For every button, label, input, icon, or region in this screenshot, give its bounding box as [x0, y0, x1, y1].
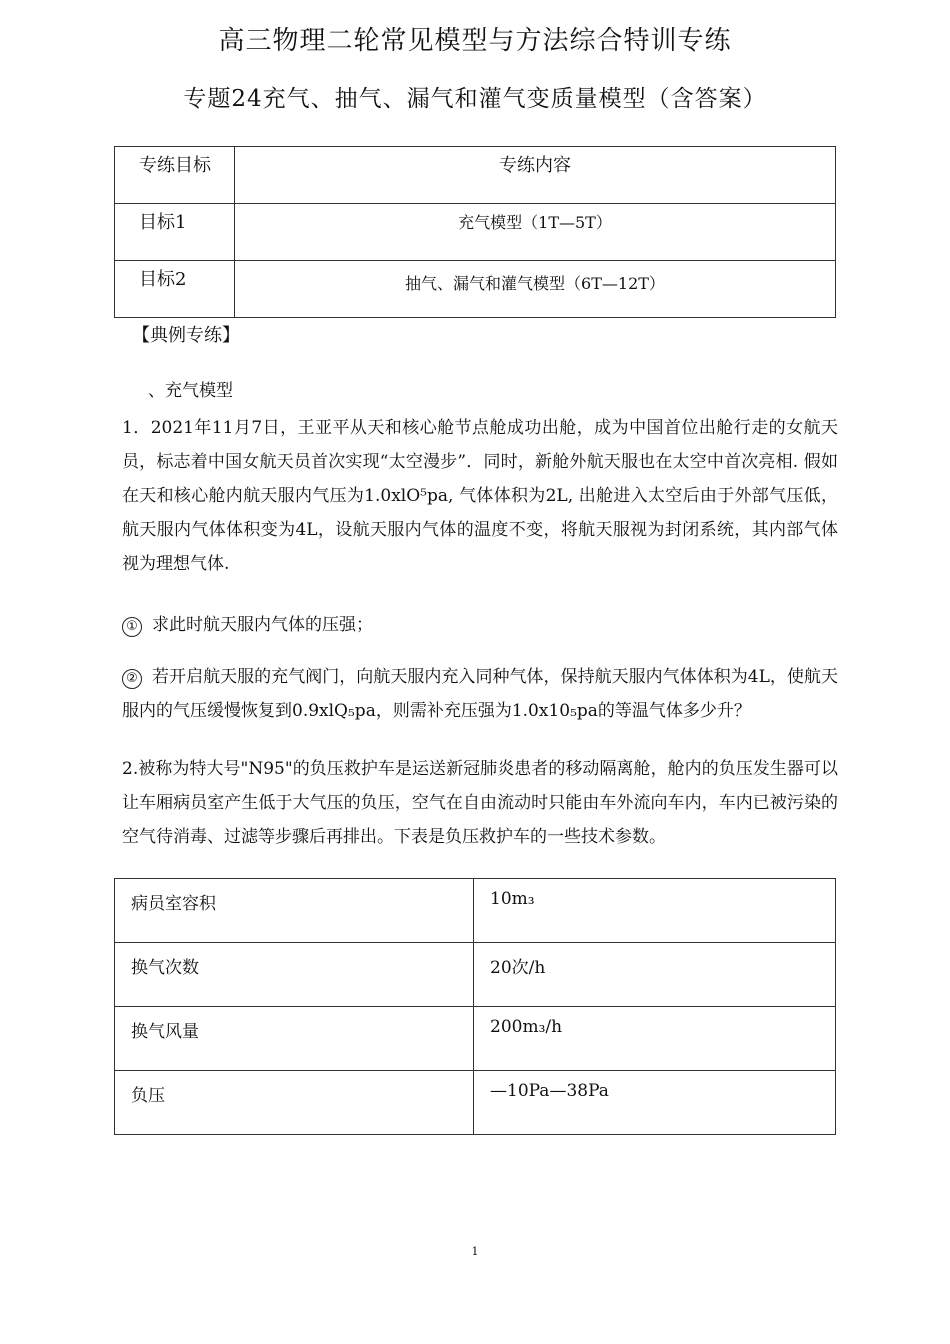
circled-number-1: ① — [122, 617, 142, 637]
param-key: 病员室容积 — [115, 879, 474, 943]
question-2-text: 2.被称为特大号"N95"的负压救护车是运送新冠肺炎患者的移动隔离舱，舱内的负压发生器可以让车厢病员室产生低于大气压的负压，空气在自由流动时只能由车外流向车内，车内已被污染的空气待消毒、过滤等步骤后再排出。下表是负压救护车的一些技术参数。 — [122, 759, 838, 847]
question-1-text: 1．2021年11月7日，王亚平从天和核心舱节点舱成功出舱，成为中国首位出舱行走的女航天员，标志着中国女航天员首次实现“太空漫步”．同时，新舱外航天服也在太空中首次亮相. 假如在天和核心舱内航天服内气压为1.0xlO⁵pa, 气体体积为2L, 出舱进入太空后由于外部气压低，航天服内气体体积变为4L，设航天服内气体的温度不变，将航天服视为封闭系统，其内部气体视为理想气体. — [122, 418, 838, 574]
param-key: 换气风量 — [115, 1007, 474, 1071]
param-value: 200m₃/h — [474, 1007, 836, 1071]
table-row — [115, 261, 836, 318]
param-value: 20次/h — [474, 943, 836, 1007]
goal-content: 抽气、漏气和灌气模型（6T—12T） — [235, 261, 836, 318]
param-value: —10Pa—38Pa — [474, 1071, 836, 1135]
circled-number-2: ② — [122, 669, 142, 689]
page-number: 1 — [471, 1245, 479, 1258]
table-row — [115, 147, 836, 204]
param-key: 负压 — [115, 1071, 474, 1135]
question-1-part-a — [122, 610, 373, 637]
table-row — [115, 943, 836, 1007]
goal-content: 充气模型（1T—5T） — [235, 204, 836, 261]
table-row — [115, 204, 836, 261]
param-value: 10m₃ — [474, 879, 836, 943]
table-row — [115, 1007, 836, 1071]
goal-label: 目标1 — [115, 204, 235, 261]
document-subtitle: 专题24充气、抽气、漏气和灌气变质量模型（含答案） — [183, 86, 767, 112]
goals-table — [114, 146, 836, 318]
table-row — [115, 879, 836, 943]
goals-header-goal: 专练目标 — [115, 147, 235, 204]
subsection-heading: 、充气模型 — [148, 381, 233, 401]
param-key: 换气次数 — [115, 943, 474, 1007]
goals-header-content: 专练内容 — [235, 147, 836, 204]
question-1-part-b-text: 若开启航天服的充气阀门，向航天服内充入同种气体，保持航天服内气体体积为4L，使航天服内的气压缓慢恢复到0.9xlQ₅pa，则需补充压强为1.0x10₅pa的等温气体多少升？ — [122, 667, 838, 721]
question-1-part-b — [122, 660, 838, 728]
section-heading: 【典例专练】 — [132, 325, 240, 346]
parameters-table — [114, 878, 836, 1135]
table-row — [115, 1071, 836, 1135]
question-1-part-a-text: 求此时航天服内气体的压强； — [152, 615, 373, 635]
goal-label: 目标2 — [115, 261, 235, 318]
document-title: 高三物理二轮常见模型与方法综合特训专练 — [218, 26, 732, 56]
